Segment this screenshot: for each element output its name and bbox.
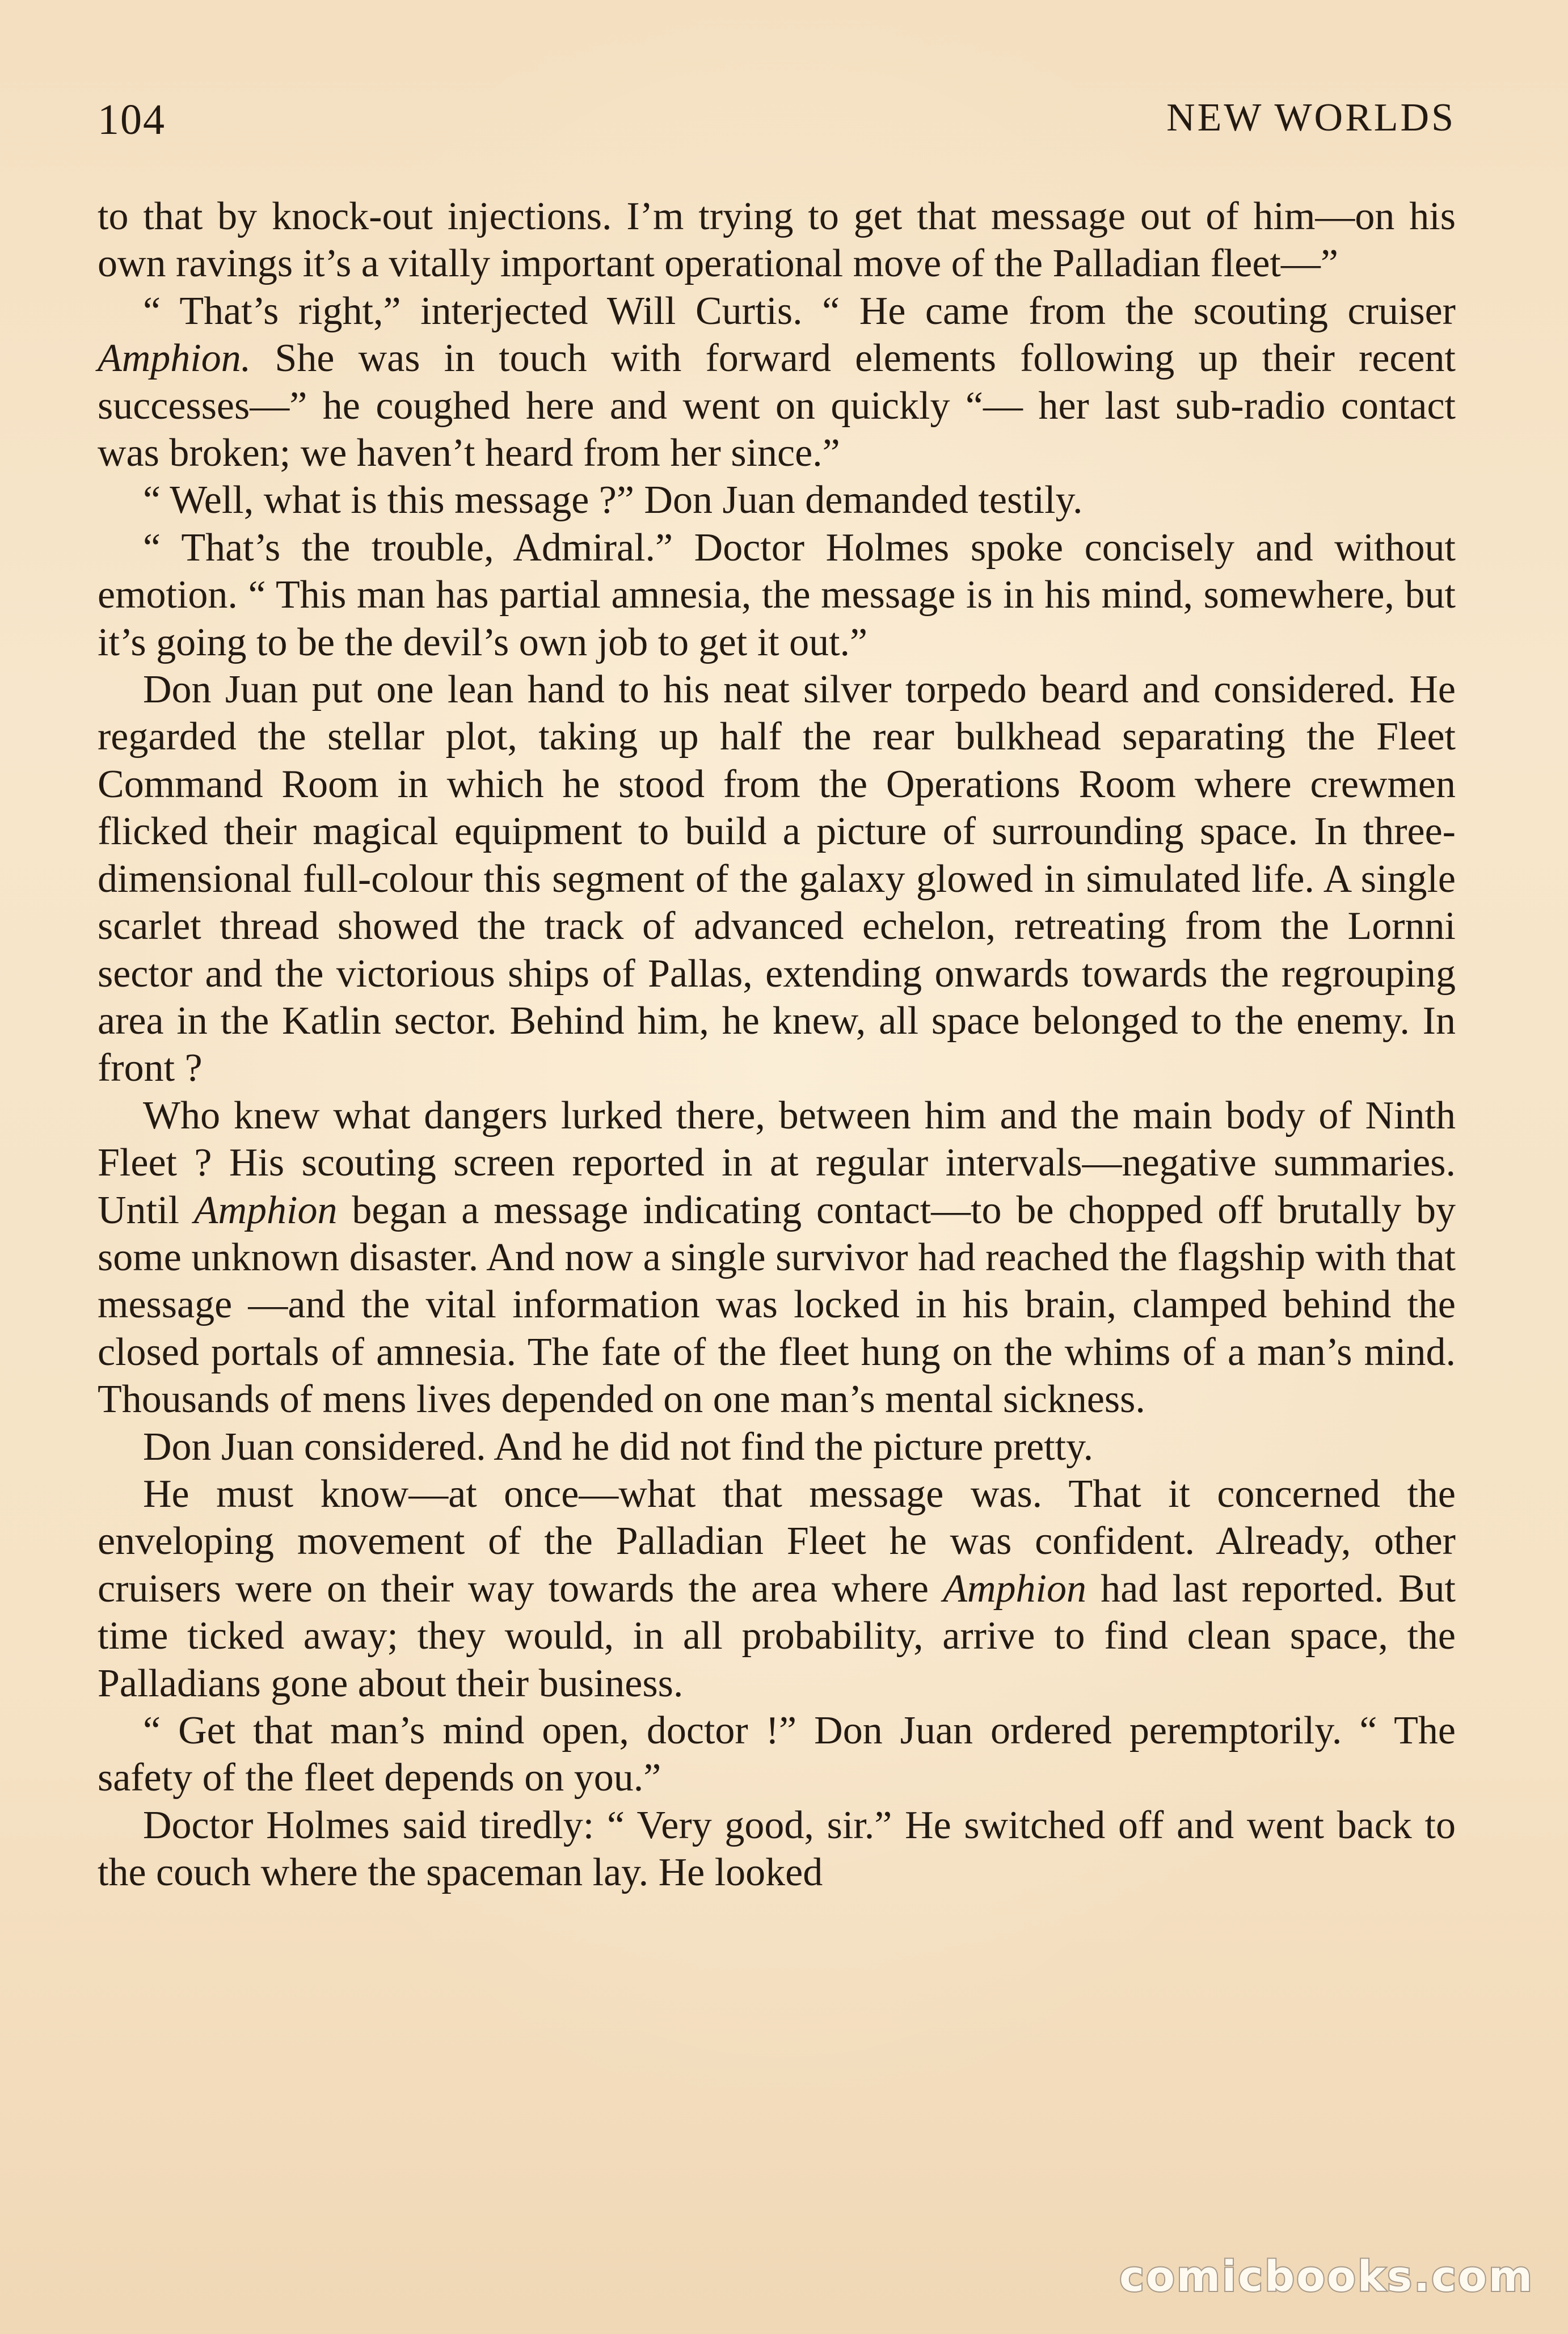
paragraph: “ That’s right,” interjected Will Curtis. “ He came from the scouting cruiser Amphion. She was in touch with forward elements following up their recent successes—” he coughed here and went on quickly “— her last sub-radio contact was broken; we haven’t heard from her since.” (98, 289, 1456, 475)
running-head: NEW WORLDS (1166, 96, 1456, 140)
paragraph: “ Get that man’s mind open, doctor !” Don Juan ordered peremptorily. “ The safety of the fleet depends on you.” (98, 1709, 1456, 1800)
paragraph: “ Well, what is this message ?” Don Juan demanded testily. (143, 478, 1083, 523)
paragraph: Doctor Holmes said tiredly: “ Very good, sir.” He switched off and went back to the couch where the spaceman lay. He looked (98, 1803, 1456, 1895)
paragraph: “ That’s the trouble, Admiral.” Doctor Holmes spoke concisely and without emotion. “ This man has partial amnesia, the message is in his mind, somewhere, but it’s going to be the devil’s own job to get it out.” (98, 525, 1456, 664)
paragraph: Who knew what dangers lurked there, between him and the main body of Ninth Fleet ? His scouting screen reported in at regular intervals—negative summaries. Until Amphion began a message indicating contact—to be chopped off brutally by some unknown disaster. And now a single survivor had reached the flagship with that message —and the vital information was locked in his brain, clamped behind the closed portals of amnesia. The fate of the fleet hung on the whims of a man’s mind. Thousands of mens lives depended on one man’s mental sickness. (98, 1093, 1456, 1422)
ship-name: Amphion (193, 1188, 338, 1232)
body-text (98, 193, 1456, 1897)
page-header (98, 95, 1456, 152)
watermark: comicbooks.com (1119, 2252, 1534, 2301)
page-number: 104 (98, 96, 166, 144)
paragraph: He must know—at once—what that message was. That it concerned the enveloping movement of the Palladian Fleet he was confident. Already, other cruisers were on their way towards the area where Amphion had last reported. But time ticked away; they would, in all probability, arrive to find clean space, the Palladians gone about their business. (98, 1472, 1456, 1705)
ship-name: Amphion (943, 1566, 1086, 1611)
paragraph: Don Juan put one lean hand to his neat silver torpedo beard and considered. He regarded the stellar plot, taking up half the rear bulkhead separating the Fleet Command Room in which he stood from the Operations Room where crewmen flicked their magical equipment to build a picture of surrounding space. In three-dimensional full-colour this segment of the galaxy glowed in simulated life. A single scarlet thread showed the track of advanced echelon, retreating from the Lornni sector and the victorious ships of Pallas, extending onwards towards the regrouping area in the Katlin sector. Behind him, he knew, all space belonged to the enemy. In front ? (98, 668, 1456, 1090)
paragraph: to that by knock-out injections. I’m trying to get that message out of him—on his own ravings it’s a vitally important operational move of the Palladian fleet—” (98, 195, 1456, 286)
ship-name: Amphion. (98, 336, 251, 381)
paragraph: Don Juan considered. And he did not find the picture pretty. (143, 1425, 1094, 1469)
